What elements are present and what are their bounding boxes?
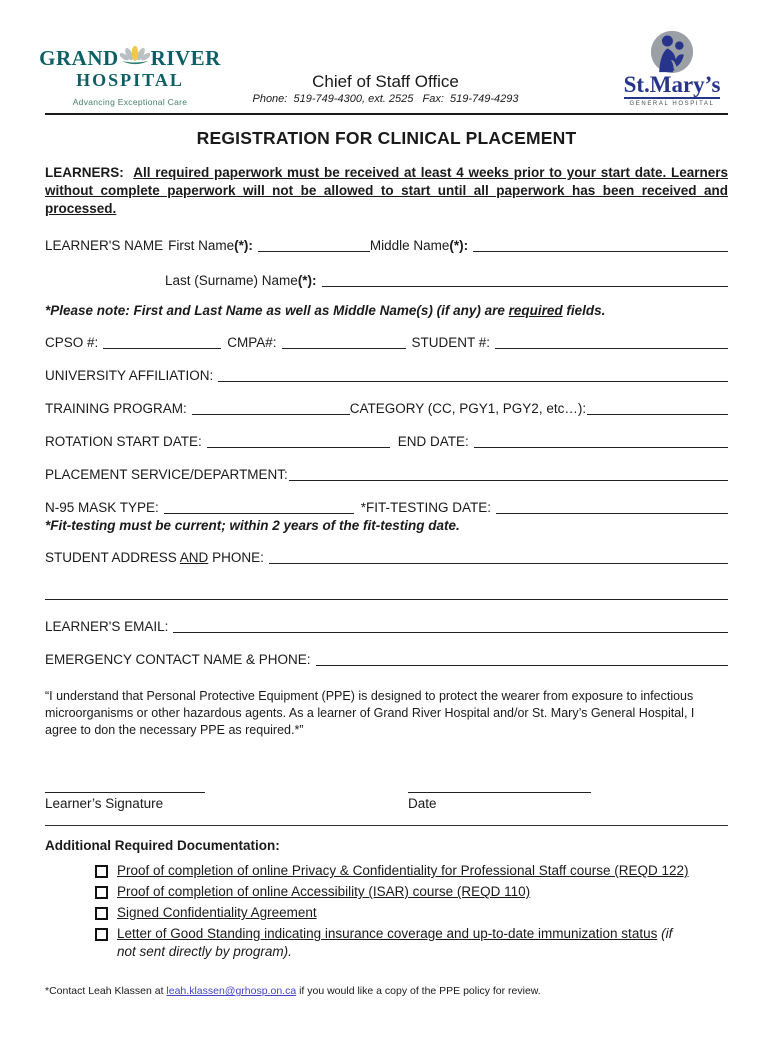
office-title: Chief of Staff Office <box>312 72 459 91</box>
first-name-field[interactable] <box>258 245 370 252</box>
student-number-label: STUDENT #: <box>411 335 491 350</box>
list-item <box>95 883 728 901</box>
university-row <box>45 368 728 384</box>
required-marker: (*): <box>297 273 317 288</box>
rotation-start-date-label: ROTATION START DATE: <box>45 434 202 449</box>
student-number-field[interactable] <box>495 342 728 349</box>
st-marys-subtitle: GENERAL HOSPITAL <box>629 101 715 107</box>
student-address-label: STUDENT ADDRESS AND PHONE: <box>45 550 264 565</box>
learners-notice-label: LEARNERS: <box>45 165 124 180</box>
office-phone-fax: Phone: 519-749-4300, ext. 2525 Fax: 519-749-4293 <box>252 93 519 105</box>
list-item <box>95 862 728 880</box>
grh-tagline: Advancing Exceptional Care <box>72 97 188 107</box>
first-name-label: First Name <box>168 238 235 253</box>
placement-row <box>45 467 728 483</box>
learners-notice <box>45 164 728 218</box>
checkbox-accessibility-course[interactable] <box>95 886 108 899</box>
end-date-label: END DATE: <box>397 434 469 449</box>
additional-docs-heading: Additional Required Documentation: <box>45 838 280 853</box>
cmpa-label: CMPA#: <box>227 335 277 350</box>
date-field[interactable] <box>408 779 591 793</box>
address-continuation-row <box>45 593 728 602</box>
learners-email-field[interactable] <box>173 626 728 633</box>
end-date-field[interactable] <box>474 441 728 448</box>
cpso-label: CPSO #: <box>45 335 99 350</box>
doc-item-text: Letter of Good Standing indicating insurance coverage and up-to-date immunization status <box>117 926 658 941</box>
required-fields-note: *Please note: First and Last Name as well as Middle Name(s) (if any) are required fields. <box>45 303 606 318</box>
lotus-icon <box>120 44 150 72</box>
grh-word-grand: GRAND <box>39 45 119 70</box>
fit-testing-note: *Fit-testing must be current; within 2 years of the fit-testing date. <box>45 518 460 533</box>
learners-name-label: LEARNER'S NAME <box>45 238 164 253</box>
placement-service-field[interactable] <box>289 474 728 481</box>
grand-river-hospital-logo <box>39 44 221 107</box>
emergency-contact-row <box>45 652 728 668</box>
contact-footnote: *Contact Leah Klassen at leah.klassen@grhosp.on.ca if you would like a copy of the PPE policy for review. <box>45 985 541 997</box>
university-affiliation-field[interactable] <box>218 375 728 382</box>
category-label: CATEGORY (CC, PGY1, PGY2, etc…): <box>349 401 587 416</box>
section-divider-rule <box>45 825 728 826</box>
id-numbers-row <box>45 335 728 351</box>
form-title: REGISTRATION FOR CLINICAL PLACEMENT <box>196 128 577 148</box>
placement-service-label: PLACEMENT SERVICE/DEPARTMENT: <box>45 467 288 482</box>
signature-field[interactable] <box>45 779 205 793</box>
list-item <box>95 904 728 922</box>
checkbox-privacy-course[interactable] <box>95 865 108 878</box>
training-row <box>45 401 728 417</box>
checkbox-confidentiality-agreement[interactable] <box>95 907 108 920</box>
grh-word-hospital: HOSPITAL <box>76 70 184 90</box>
middle-name-label: Middle Name <box>369 238 450 253</box>
doc-item-text: Signed Confidentiality Agreement <box>117 905 317 920</box>
learners-notice-text: All required paperwork must be received at least 4 weeks prior to your start date. Learners without complete paperwork will not be allowed to start until all paperwork has been received and processed. <box>45 165 728 216</box>
last-name-row <box>45 273 728 289</box>
office-header <box>215 72 616 107</box>
st-marys-wordmark: St.Mary’s <box>623 72 721 97</box>
address-continuation-field[interactable] <box>45 593 728 600</box>
email-row <box>45 619 728 635</box>
university-affiliation-label: UNIVERSITY AFFILIATION: <box>45 368 214 383</box>
list-item: Letter of Good Standing indicating insurance coverage and up-to-date immunization status (if not sent directly by program). <box>95 925 728 961</box>
fit-testing-date-label: *FIT-TESTING DATE: <box>360 500 492 515</box>
cpso-field[interactable] <box>103 342 221 349</box>
rotation-dates-row <box>45 434 728 450</box>
signature-label: Learner’s Signature <box>45 796 164 811</box>
additional-docs-list <box>95 862 728 961</box>
learners-email-label: LEARNER'S EMAIL: <box>45 619 169 634</box>
signature-section <box>45 779 728 811</box>
n95-mask-type-label: N-95 MASK TYPE: <box>45 500 159 515</box>
name-row <box>45 238 728 254</box>
last-name-label: Last (Surname) Name <box>165 273 298 288</box>
required-marker: (*): <box>449 238 469 253</box>
doc-item-text: Proof of completion of online Accessibility (ISAR) course (REQD 110) <box>117 884 531 899</box>
email-link[interactable]: leah.klassen@grhosp.on.ca <box>166 985 297 997</box>
rotation-start-date-field[interactable] <box>207 441 390 448</box>
emergency-contact-field[interactable] <box>316 659 728 666</box>
mask-row <box>45 500 728 516</box>
training-program-label: TRAINING PROGRAM: <box>45 401 187 416</box>
address-row <box>45 550 728 566</box>
letterhead <box>39 30 728 107</box>
doc-item-text: Proof of completion of online Privacy & Confidentiality for Professional Staff course (REQD 122) <box>117 863 689 878</box>
student-address-phone-field[interactable] <box>269 557 728 564</box>
date-label: Date <box>408 796 437 811</box>
middle-name-field[interactable] <box>473 245 728 252</box>
emergency-contact-label: EMERGENCY CONTACT NAME & PHONE: <box>45 652 311 667</box>
cmpa-field[interactable] <box>282 342 406 349</box>
ppe-statement: “I understand that Personal Protective Equipment (PPE) is designed to protect the wearer from exposure to infectious microorganisms or other hazardous agents. As a learner of Grand River Hospital and/or St. Mary’s General Hospital, I agree to don the necessary PPE as required.*” <box>45 689 695 737</box>
fit-testing-date-field[interactable] <box>496 507 728 514</box>
n95-mask-type-field[interactable] <box>164 507 354 514</box>
last-name-field[interactable] <box>322 280 728 287</box>
signature-block <box>45 779 205 811</box>
st-marys-logo <box>616 30 728 107</box>
required-marker: (*): <box>234 238 253 253</box>
grh-word-river: RIVER <box>150 45 221 70</box>
checkbox-letter-good-standing[interactable] <box>95 928 108 941</box>
header-rule <box>45 113 728 115</box>
category-field[interactable] <box>587 408 728 415</box>
training-program-field[interactable] <box>192 408 350 415</box>
date-block <box>408 779 591 811</box>
